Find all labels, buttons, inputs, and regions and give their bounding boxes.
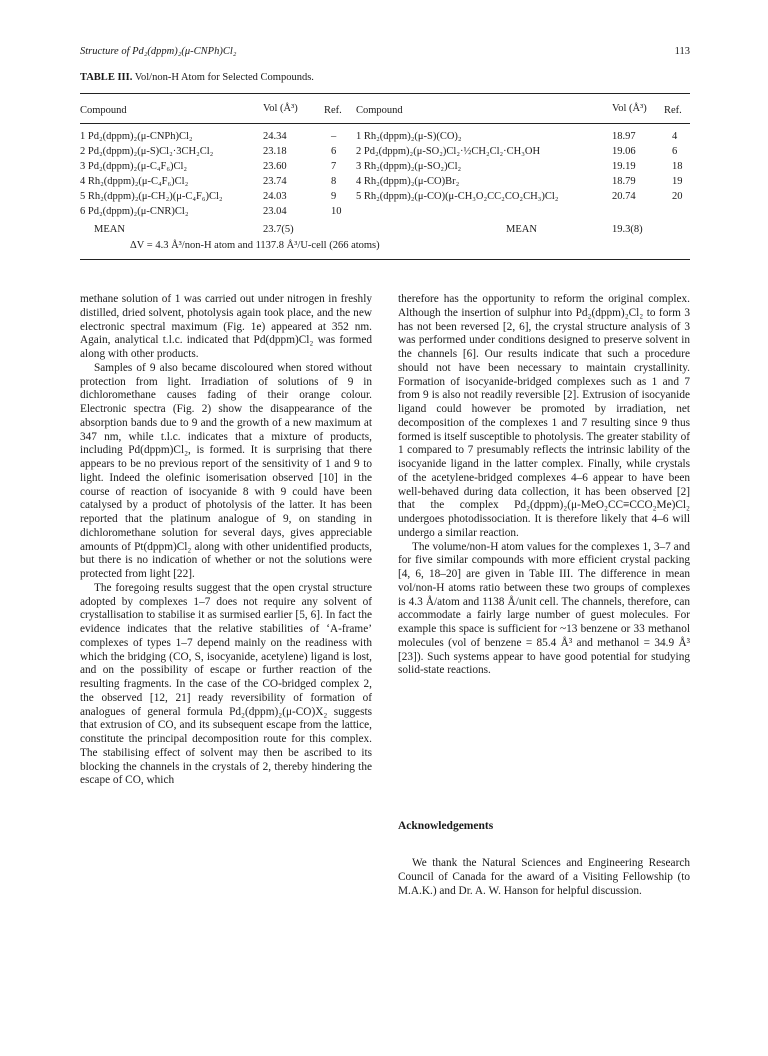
left-row-3-ref: 7 — [331, 161, 337, 172]
left-row-6-ref: 10 — [331, 206, 342, 217]
left-mean-value: 23.7(5) — [263, 224, 294, 235]
col-header-vol-left: Vol (Å³) — [263, 103, 298, 114]
left-row-6-compound: 6 Pd₂(dppm)₂(μ-CNR)Cl₂ — [80, 206, 189, 217]
right-row-2-ref: 6 — [672, 146, 678, 157]
right-column — [398, 293, 690, 678]
left-row-5-ref: 9 — [331, 191, 337, 202]
right-mean-value: 19.3(8) — [612, 224, 643, 235]
left-row-5-vol: 24.03 — [263, 191, 287, 202]
left-row-1-compound: 1 Pd₂(dppm)₂(μ-CNPh)Cl₂ — [80, 131, 193, 142]
table-bottom-rule — [80, 259, 690, 260]
left-row-2-compound: 2 Pd₂(dppm)₂(μ-S)Cl₂·3CH₂Cl₂ — [80, 146, 214, 157]
left-paragraph-3: The foregoing results suggest that the open crystal structure adopted by complexes 1–7 does not require any solvent of crystallisation to stabilise it as surmised earlier [5, 6]. In fact the evidence indicates that the relative stabilities of ‘A-frame’ complexes of types 1–7 depend mainly on the readiness with which the bridging (CO, S, isocyanide, acetylene) ligand is lost, and on the possibility of escape or further reaction of the resulting fragments. In the case of the CO-bridged complex 2, the observed [12, 21] ready reversibility of formation of analogues of general formula Pd₂(dppm)₂(μ-CO)X₂ suggests that extrusion of CO, and its subsequent escape from the lattice, constitute the principal decomposition route for this complex. The stabilising effect of solvent may then be ascribed to its blocking the channels in the crystals of 2, thereby hindering the escape of CO, which — [80, 581, 372, 787]
left-row-4-compound: 4 Rh₂(dppm)₂(μ-C₄F₆)Cl₂ — [80, 176, 189, 187]
right-row-3-ref: 18 — [672, 161, 683, 172]
left-row-5-compound: 5 Rh₂(dppm)₂(μ-CH₂)(μ-C₄F₆)Cl₂ — [80, 191, 223, 202]
col-header-ref-left: Ref. — [324, 105, 342, 116]
col-header-compound-right: Compound — [356, 105, 403, 116]
left-row-1-vol: 24.34 — [263, 131, 287, 142]
left-row-4-ref: 8 — [331, 176, 337, 187]
right-row-4-vol: 18.79 — [612, 176, 636, 187]
left-row-4-vol: 23.74 — [263, 176, 287, 187]
left-row-2-vol: 23.18 — [263, 146, 287, 157]
left-row-2-ref: 6 — [331, 146, 337, 157]
running-title: Structure of Pd₂(dppm)₂(μ-CNPh)Cl₂ — [80, 46, 237, 57]
running-head — [80, 46, 690, 57]
acknowledgements-heading: Acknowledgements — [398, 820, 494, 832]
table-label: TABLE III. — [80, 72, 133, 83]
left-row-6-vol: 23.04 — [263, 206, 287, 217]
left-mean-label: MEAN — [94, 224, 125, 235]
left-row-1-ref: – — [331, 131, 337, 142]
right-mean-label: MEAN — [506, 224, 537, 235]
right-row-3-vol: 19.19 — [612, 161, 636, 172]
right-row-3-compound: 3 Rh₂(dppm)₂(μ-SO₂)Cl₂ — [356, 161, 462, 172]
right-row-1-vol: 18.97 — [612, 131, 636, 142]
right-row-4-compound: 4 Rh₂(dppm)₂(μ-CO)Br₂ — [356, 176, 460, 187]
right-row-4-ref: 19 — [672, 176, 683, 187]
left-column — [80, 293, 372, 788]
page-number: 113 — [674, 46, 690, 57]
left-row-3-compound: 3 Pd₂(dppm)₂(μ-C₄F₆)Cl₂ — [80, 161, 188, 172]
table-header-rule — [80, 123, 690, 124]
right-row-2-vol: 19.06 — [612, 146, 636, 157]
col-header-compound-left: Compound — [80, 105, 127, 116]
left-row-3-vol: 23.60 — [263, 161, 287, 172]
table-footer-note: ΔV = 4.3 Å³/non-H atom and 1137.8 Å³/U-cell (266 atoms) — [130, 240, 380, 251]
right-row-1-compound: 1 Rh₂(dppm)₂(μ-S)(CO)₂ — [356, 131, 462, 142]
table-top-rule — [80, 93, 690, 94]
right-row-1-ref: 4 — [672, 131, 678, 142]
col-header-ref-right: Ref. — [664, 105, 682, 116]
table-caption — [80, 72, 314, 83]
right-row-5-compound: 5 Rh₂(dppm)₂(μ-CO)(μ-CH₃O₂CC₂CO₂CH₃)Cl₂ — [356, 191, 559, 202]
right-paragraph-2: The volume/non-H atom values for the complexes 1, 3–7 and for five similar compounds with more efficient crystal packing [4, 6, 18–20] are given in Table III. The difference in mean vol/non-H atoms ratio between these two groups of complexes is 4.3 Å/atom and 1138 Å/unit cell. The channels, therefore, can accommodate a fairly large number of guest molecules. For example this space is sufficient for ~13 benzene or 33 methanol molecules (vol of benzene = 85.4 Å³ and methanol = 34.9 Å³ [23]). Such systems appear to have good potential for studying solid-state reactions. — [398, 540, 690, 677]
left-paragraph-1: methane solution of 1 was carried out under nitrogen in freshly distilled, dried solvent, photolysis again took place, and the new electronic spectral maximum (Fig. 1e) appeared at 352 nm. Again, analytical t.l.c. indicated that Pd(dppm)Cl₂ was formed along with other products. — [80, 293, 372, 360]
right-paragraph-1: therefore has the opportunity to reform the original complex. Although the insertion of sulphur into Pd₂(dppm)₂Cl₂ to form 3 has not been reversed [2, 6], the crystal structure analysis of 3 was performed under conditions designed to preserve solvent in the channels [6]. Our results indicate that such a procedure should not have been necessary to maintain crystallinity. Formation of isocyanide-bridged complexes such as 1 and 7 from 9 is also not readily reversible [2]. Extrusion of isocyanide ligand could however be promoted by irradiation, net decomposition of the complexes 1 and 7 resulting since 9 thus formed is itself susceptible to photolysis. The greater stability of 1 compared to 7 presumably reflects the intrinsic lability of the isocyanide ligand in the latter complex. Finally, while crystals of the acetylene-bridged complexes 4–6 appear to have been well-behaved during data collection, it has been observed [2] that the complex Pd₂(dppm)₂(μ-MeO₂CC≡CCO₂Me)Cl₂ undergoes photodissociation. It is therefore likely that 4–6 will undergo a similar reaction. — [398, 293, 690, 539]
right-row-5-vol: 20.74 — [612, 191, 636, 202]
table-title: Vol/non-H Atom for Selected Compounds. — [134, 72, 314, 83]
left-paragraph-2: Samples of 9 also became discoloured when stored without protection from light. Irradiation of solutions of 9 in dichloromethane causes fading of their orange colour. Electronic spectra (Fig. 2) show the disappearance of the absorption bands due to 9 and the growth of a new maximum at 347 nm, while t.l.c. indicates that a mixture of products, including Pd(dppm)Cl₂, is formed. It is surprising that there appears to be no previous report of the sensitivity of 1 and 9 to light. Indeed the olefinic isomerisation observed [10] in the course of reaction of isocyanide 8 with 9 could have been catalysed by a product of photolysis of the latter. It has been reported that the platinum analogue of 9, on standing in dichloromethane solution for several days, gives appreciable amounts of Pt(dppm)Cl₂ along with other unidentified products, but there is no indication of whether or not the solutions were protected from light [22]. — [80, 361, 372, 580]
right-row-5-ref: 20 — [672, 191, 683, 202]
acknowledgements-text: We thank the Natural Sciences and Engineering Research Council of Canada for the award of a Visiting Fellowship (to M.A.K.) and Dr. A. W. Hanson for helpful discussion. — [398, 857, 690, 897]
col-header-vol-right: Vol (Å³) — [612, 103, 647, 114]
right-row-2-compound: 2 Pd₂(dppm)₂(μ-SO₂)Cl₂·½CH₂Cl₂·CH₃OH — [356, 146, 541, 157]
